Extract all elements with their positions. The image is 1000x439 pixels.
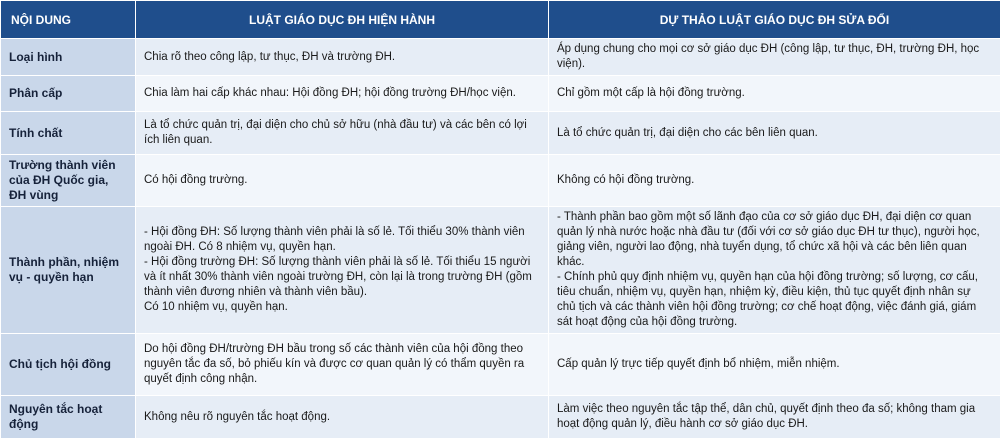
cell-text: Có 10 nhiệm vụ, quyền hạn. — [144, 300, 540, 315]
draft-law-cell — [549, 39, 1000, 76]
current-law-cell — [136, 334, 549, 396]
cell-text: Không có hội đồng trường. — [557, 173, 992, 188]
draft-law-cell — [549, 76, 1000, 112]
cell-text: - Hội đồng trường ĐH: Số lượng thành viên phải là số lẻ. Tối thiểu 15 người và ít nhất 30% thành viên ngoài trường ĐH, còn lại là trong trường ĐH (gồm thành viên đương nhiên và thành viên bầu). — [144, 255, 540, 300]
header-draft-law: DỰ THẢO LUẬT GIÁO DỤC ĐH SỬA ĐỔI — [549, 1, 1000, 39]
table-row — [1, 112, 1000, 155]
cell-text: Làm việc theo nguyên tắc tập thể, dân chủ, quyết định theo đa số; không tham gia hoạt động quản lý, điều hành cơ sở giáo dục ĐH. — [557, 402, 992, 432]
header-current-law: LUẬT GIÁO DỤC ĐH HIỆN HÀNH — [136, 1, 549, 39]
cell-text: Là tổ chức quản trị, đại diện cho chủ sở hữu (nhà đầu tư) và các bên có lợi ích liên quan. — [144, 118, 540, 148]
cell-text: Do hội đồng ĐH/trường ĐH bầu trong số các thành viên của hội đồng theo nguyên tắc đa số, bỏ phiếu kín và được cơ quan quản lý có thẩm quyền ra quyết định công nhận. — [144, 342, 540, 387]
current-law-cell — [136, 76, 549, 112]
draft-law-cell — [549, 112, 1000, 155]
cell-text: Chia rõ theo công lập, tư thục, ĐH và trường ĐH. — [144, 50, 540, 65]
cell-text: Chỉ gồm một cấp là hội đồng trường. — [557, 86, 992, 101]
current-law-cell — [136, 155, 549, 207]
cell-text: Có hội đồng trường. — [144, 173, 540, 188]
cell-text: - Thành phần bao gồm một số lãnh đạo của cơ sở giáo dục ĐH, đại diện cơ quan quản lý nhà nước hoặc nhà đầu tư (đối với cơ sở giáo dục ĐH tư thục), người học, giảng viên, người lao động, nhà tuyển dụng, tổ chức xã hội và các bên liên quan khác. — [557, 210, 992, 270]
current-law-cell — [136, 396, 549, 439]
header-row — [1, 1, 1000, 39]
draft-law-cell — [549, 207, 1000, 334]
table-row — [1, 76, 1000, 112]
draft-law-cell — [549, 334, 1000, 396]
row-label: Trường thành viên của ĐH Quốc gia, ĐH vùng — [1, 155, 136, 207]
table-row — [1, 334, 1000, 396]
row-label: Chủ tịch hội đồng — [1, 334, 136, 396]
cell-text: Cấp quản lý trực tiếp quyết định bổ nhiệm, miễn nhiệm. — [557, 357, 992, 372]
row-label: Loại hình — [1, 39, 136, 76]
row-label: Thành phần, nhiệm vụ - quyền hạn — [1, 207, 136, 334]
cell-text: - Hội đồng ĐH: Số lượng thành viên phải là số lẻ. Tối thiểu 30% thành viên ngoài ĐH. Có 8 nhiệm vụ, quyền hạn. — [144, 225, 540, 255]
cell-text: - Chính phủ quy định nhiệm vụ, quyền hạn của hội đồng trường; số lượng, cơ cấu, tiêu chuẩn, nhiệm vụ, quyền hạn, nhiệm kỳ, điều kiện, thủ tục quyết định nhân sự chủ tịch và các thành viên hội đồng trường; cơ chế hoạt động, việc đánh giá, giám sát hoạt động của hội đồng trường. — [557, 270, 992, 330]
table-row — [1, 39, 1000, 76]
current-law-cell — [136, 39, 549, 76]
cell-text: Áp dụng chung cho mọi cơ sở giáo dục ĐH (công lập, tư thục, ĐH, trường ĐH, học viện). — [557, 42, 992, 72]
table-row — [1, 207, 1000, 334]
current-law-cell — [136, 112, 549, 155]
cell-text: Chia làm hai cấp khác nhau: Hội đồng ĐH; hội đồng trường ĐH/học viện. — [144, 86, 540, 101]
row-label: Phân cấp — [1, 76, 136, 112]
draft-law-cell — [549, 155, 1000, 207]
row-label: Nguyên tắc hoạt động — [1, 396, 136, 439]
cell-text: Là tổ chức quản trị, đại diện cho các bên liên quan. — [557, 126, 992, 141]
table-row — [1, 155, 1000, 207]
table-row — [1, 396, 1000, 439]
current-law-cell — [136, 207, 549, 334]
row-label: Tính chất — [1, 112, 136, 155]
draft-law-cell — [549, 396, 1000, 439]
header-content: NỘI DUNG — [1, 1, 136, 39]
cell-text: Không nêu rõ nguyên tắc hoạt động. — [144, 410, 540, 425]
